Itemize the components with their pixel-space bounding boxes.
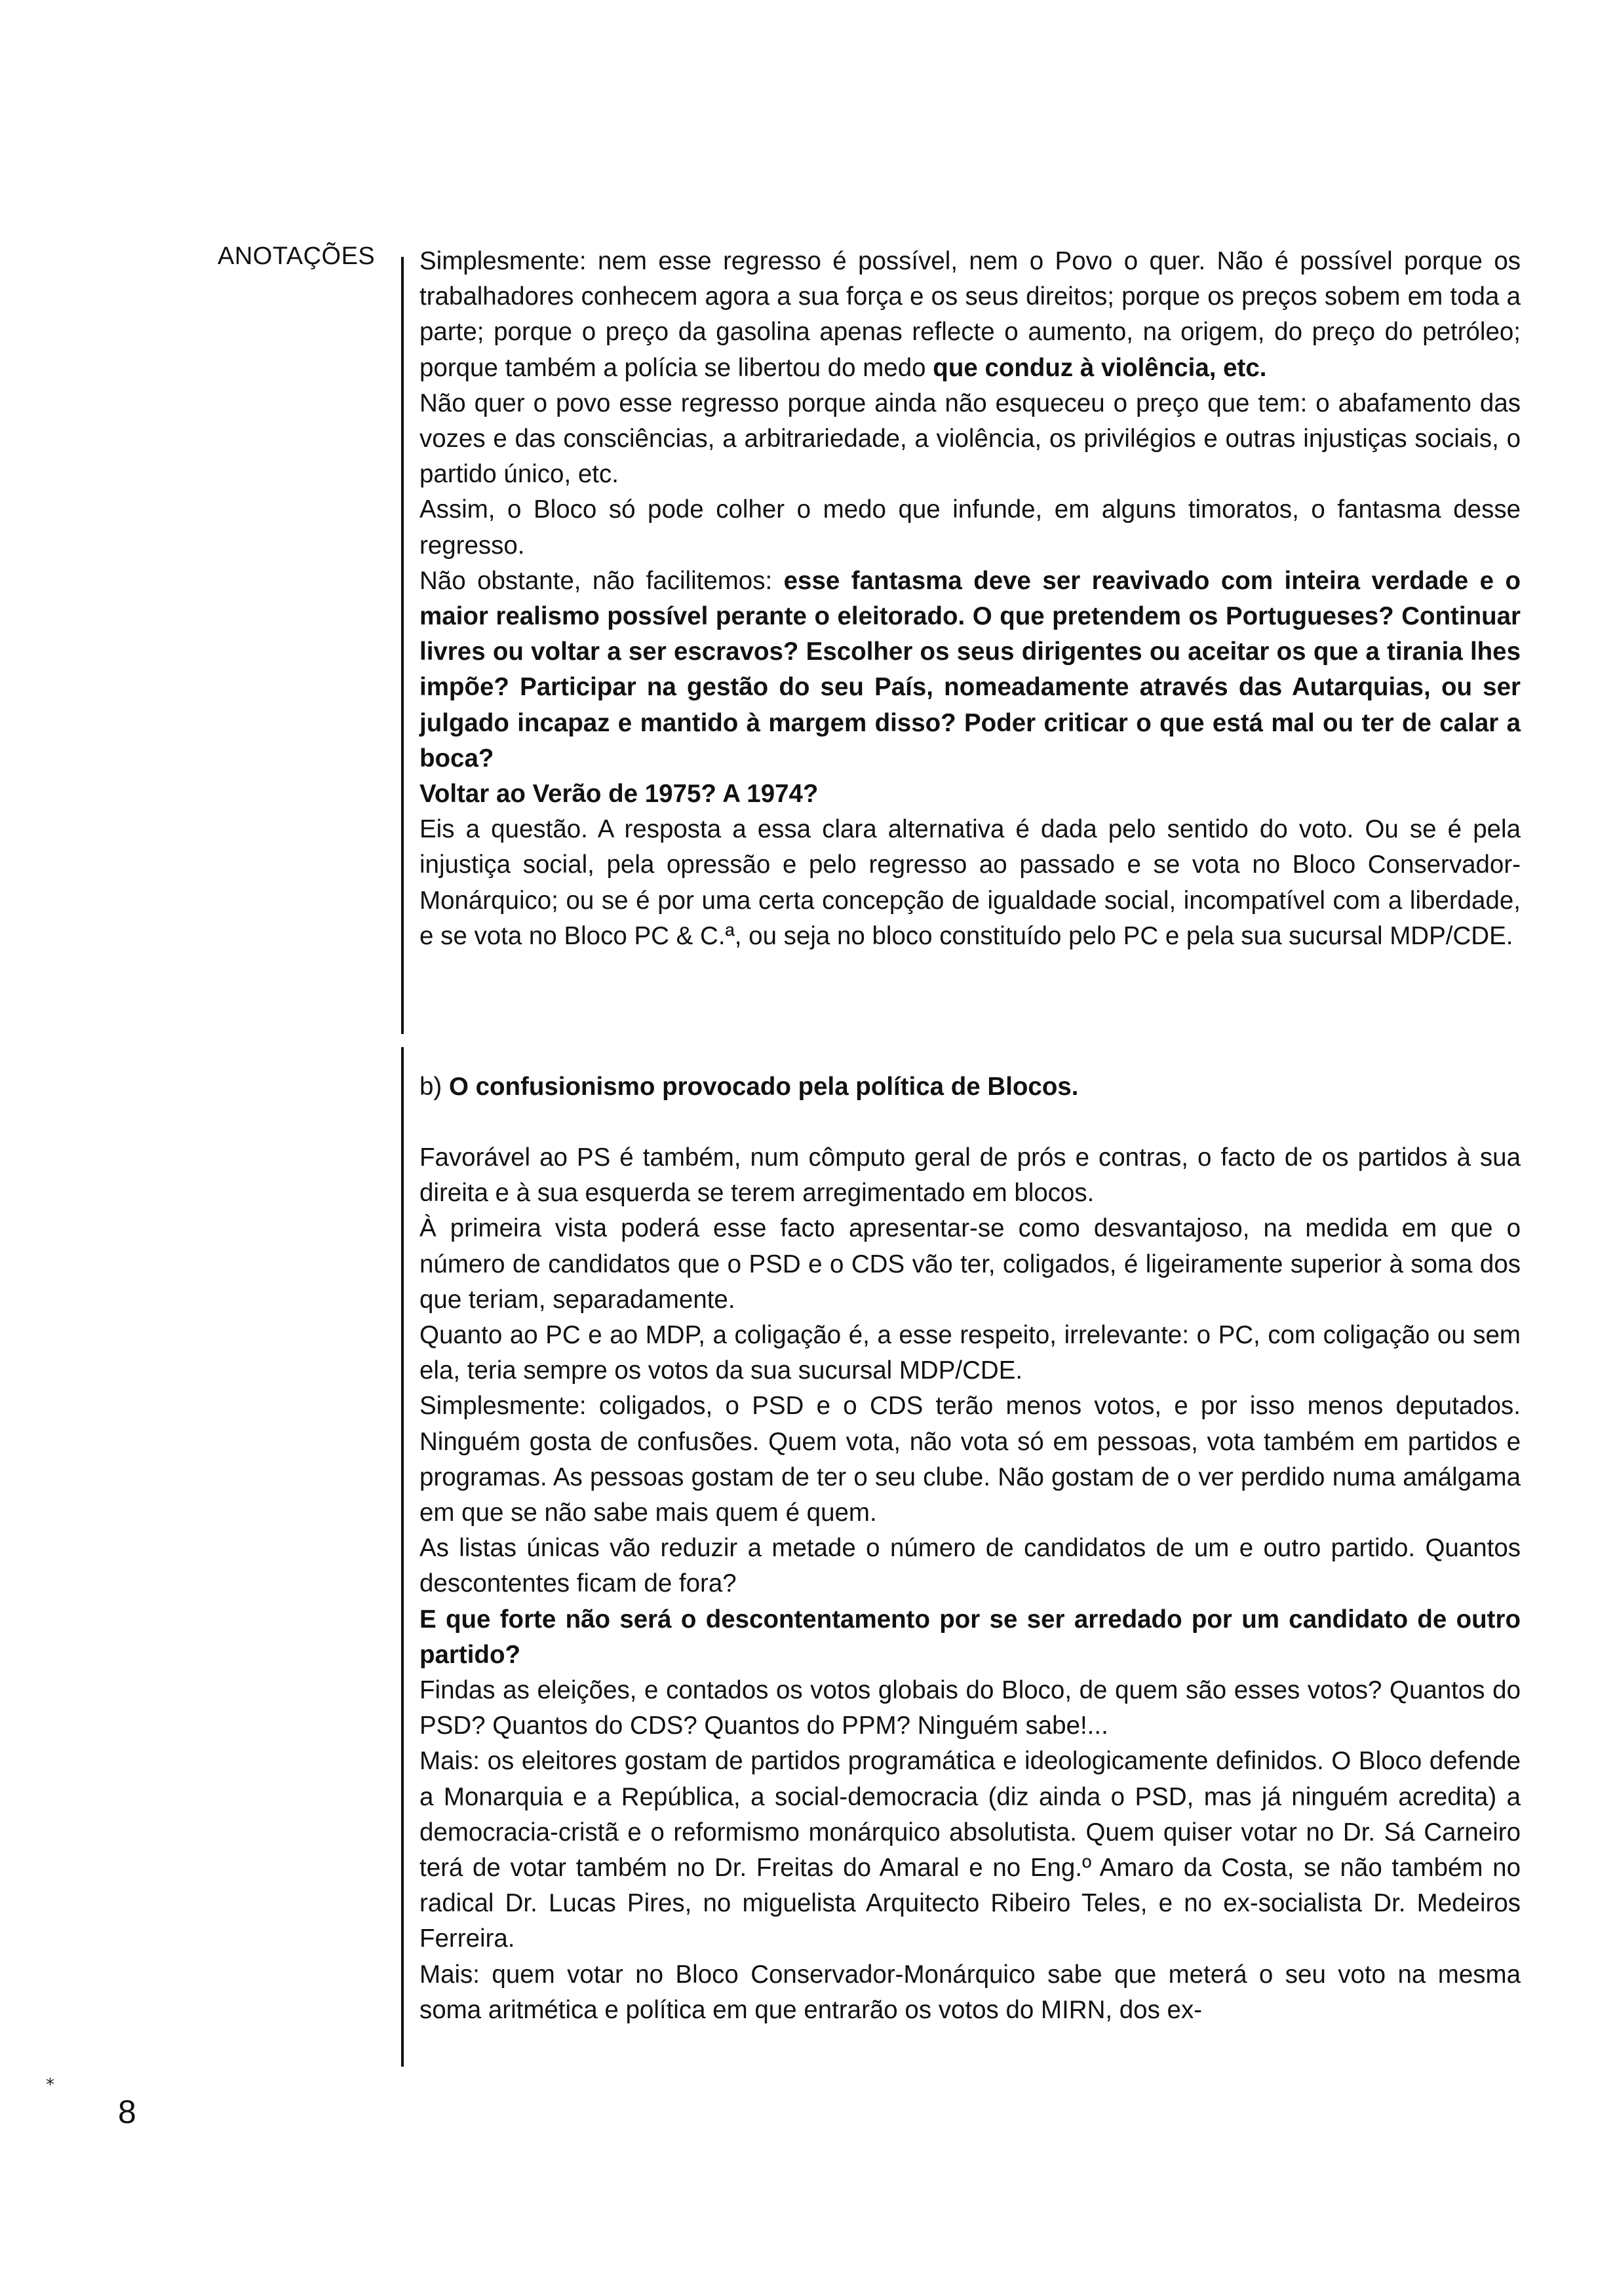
paragraph: Assim, o Bloco só pode colher o medo que infunde, em alguns timoratos, o fantasma desse regresso.: [419, 495, 1521, 560]
scan-speck-icon: ⁎: [46, 2069, 54, 2089]
paragraph: Eis a questão. A resposta a essa clara alternativa é dada pelo sentido do voto. Ou se é pela injustiça social, pela opressão e pelo regresso ao passado e se vota no Bloco Conservador-Monárquico; ou se é por uma certa concepção de igualdade social, incompatível com a liberdade, e se vota no Bloco PC & C.ª, ou seja no bloco constituído pelo PC e pela sua sucursal MDP/CDE.: [419, 815, 1521, 950]
paragraph: E que forte não será o descontentamento por se ser arredado por um candidato de outro partido?: [419, 1605, 1521, 1669]
body-text-top: [419, 244, 1521, 954]
margin-label: ANOTAÇÕES: [218, 242, 376, 270]
section-heading-prefix: b): [419, 1073, 449, 1101]
paragraph: Não quer o povo esse regresso porque ainda não esqueceu o preço que tem: o abafamento das vozes e das consciências, a arbitrariedade, a violência, os privilégios e outras injustiças sociais, o partido único, etc.: [419, 389, 1521, 489]
paragraph: As listas únicas vão reduzir a metade o número de candidatos de um e outro partido. Quantos descontentes ficam de fora?: [419, 1534, 1521, 1598]
paragraph: Voltar ao Verão de 1975? A 1974?: [419, 780, 819, 809]
paragraph: Quanto ao PC e ao MDP, a coligação é, a esse respeito, irrelevante: o PC, com coligação ou sem ela, teria sempre os votos da sua sucursal MDP/CDE.: [419, 1321, 1521, 1385]
paragraph: Findas as eleições, e contados os votos globais do Bloco, de quem são esses votos? Quantos do PSD? Quantos do CDS? Quantos do PPM? Ninguém sabe!...: [419, 1676, 1521, 1740]
paragraph: Mais: quem votar no Bloco Conservador-Monárquico sabe que meterá o seu voto na mesma soma aritmética e política em que entrarão os votos do MIRN, dos ex-: [419, 1960, 1521, 2024]
paragraph: À primeira vista poderá esse facto apresentar-se como desvantajoso, na medida em que o número de candidatos que o PSD e o CDS vão ter, coligados, é ligeiramente superior à soma dos que teriam, separadamente.: [419, 1214, 1521, 1314]
paragraph: Não obstante, não facilitemos: esse fantasma deve ser reavivado com inteira verdade e o maior realismo possível perante o eleitorado. O que pretendem os Portugueses? Continuar livres ou voltar a ser escravos? Escolher os seus dirigentes ou aceitar os que a tirania lhes impõe? Participar na gestão do seu País, nomeadamente através das Autarquias, ou ser julgado incapaz e mantido à margem disso? Poder criticar o que está mal ou ter de calar a boca?: [419, 566, 1521, 773]
paragraph: Favorável ao PS é também, num cômputo geral de prós e contras, o facto de os partidos à sua direita e à sua esquerda se terem arregimentado em blocos.: [419, 1143, 1521, 1208]
section-heading: [419, 1069, 1078, 1105]
margin-rule-top: [401, 257, 404, 1034]
paragraph: Mais: os eleitores gostam de partidos programática e ideologicamente definidos. O Bloco defende a Monarquia e a República, a social-democracia (diz ainda o PSD, mas já ninguém acredita) a democracia-cristã e o reformismo monárquico absolutista. Quem quiser votar no Dr. Sá Carneiro terá de votar também no Dr. Freitas do Amaral e no Eng.º Amaro da Costa, se não também no radical Dr. Lucas Pires, no miguelista Arquitecto Ribeiro Teles, e no ex-socialista Dr. Medeiros Ferreira.: [419, 1747, 1521, 1953]
paragraph: Simplesmente: coligados, o PSD e o CDS terão menos votos, e por isso menos deputados. Ninguém gosta de confusões. Quem vota, não vota só em pessoas, vota também em partidos e programas. As pessoas gostam de ter o seu clube. Não gostam de o ver perdido numa amálgama em que se não sabe mais quem é quem.: [419, 1392, 1521, 1527]
body-text-bottom: [419, 1140, 1521, 2028]
section-heading-title: O confusionismo provocado pela política de Blocos.: [448, 1073, 1079, 1101]
margin-rule-bottom: [401, 1047, 404, 2067]
paragraph: Simplesmente: nem esse regresso é possível, nem o Povo o quer. Não é possível porque os trabalhadores conhecem agora a sua força e os seus direitos; porque os preços sobem em toda a parte; porque o preço da gasolina apenas reflecte o aumento, na origem, do preço do petróleo; porque também a polícia se libertou do medo que conduz à violência, etc.: [419, 247, 1521, 382]
page-number: 8: [118, 2094, 136, 2130]
